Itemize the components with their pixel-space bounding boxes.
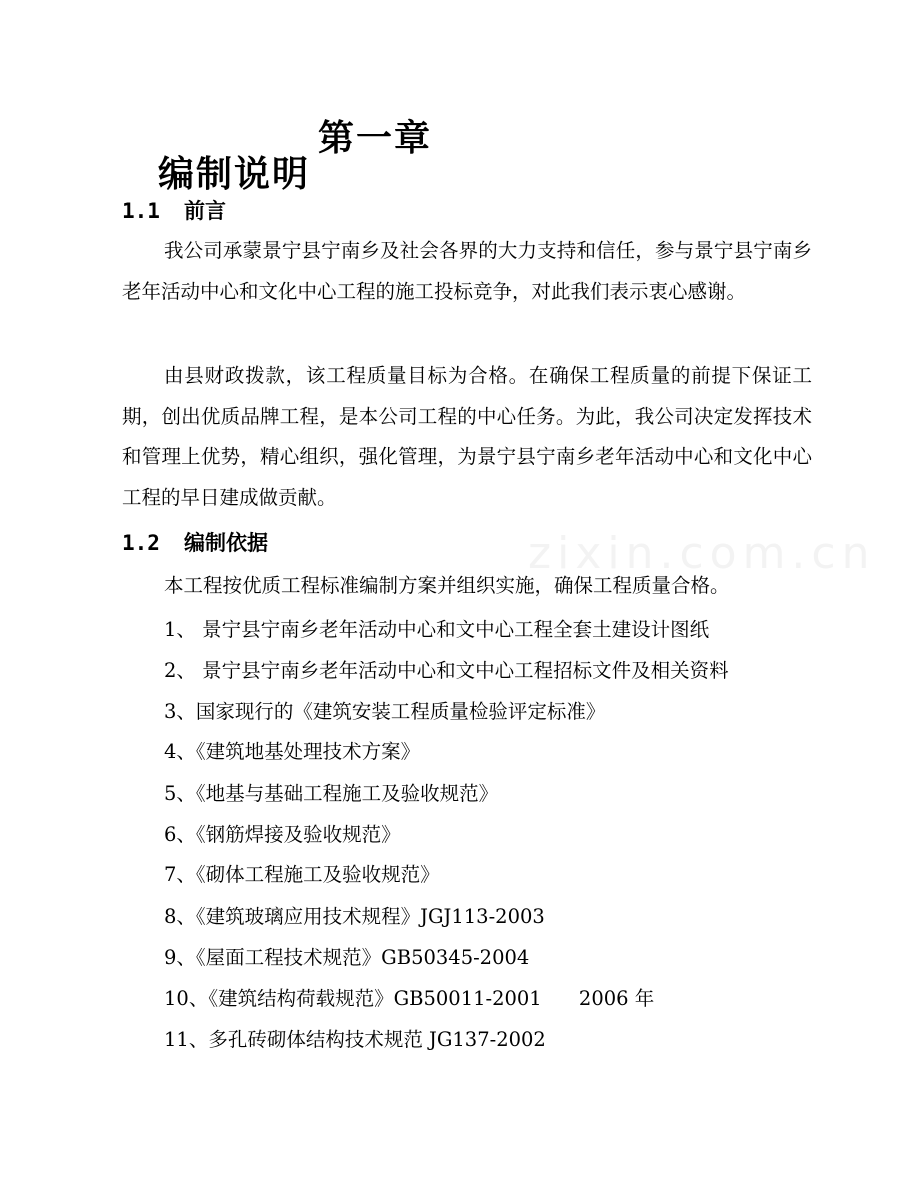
heading-1-2-title: 编制依据 xyxy=(184,530,268,555)
list-item: 10、《建筑结构荷载规范》GB50011-2001 2006 年 xyxy=(164,987,655,1010)
paragraph-preface-2: 由县财政拨款，该工程质量目标为合格。在确保工程质量的前提下保证工期，创出优质品牌工程，是本公司工程的中心任务。为此，我公司决定发挥技术和管理上优势，精心组织，强化管理，为景宁县宁南乡老年活动中心和文化中心工程的早日建成做贡献。 xyxy=(122,364,812,509)
heading-1-1-title: 前言 xyxy=(184,198,226,223)
list-item: 5、《地基与基础工程施工及验收规范》 xyxy=(164,782,499,805)
paragraph-preface-1: 我公司承蒙景宁县宁南乡及社会各界的大力支持和信任，参与景宁县宁南乡老年活动中心和文化中心工程的施工投标竞争，对此我们表示衷心感谢。 xyxy=(122,239,812,303)
list-item: 2、 景宁县宁南乡老年活动中心和文中心工程招标文件及相关资料 xyxy=(164,659,729,682)
basis-intro: 本工程按优质工程标准编制方案并组织实施，确保工程质量合格。 xyxy=(164,574,730,597)
list-item: 3、国家现行的《建筑安装工程质量检验评定标准》 xyxy=(164,700,606,723)
chapter-title: 第一章 xyxy=(318,117,433,159)
list-item: 11、多孔砖砌体结构技术规范 JG137-2002 xyxy=(164,1028,546,1051)
heading-1-1-number: 1.1 xyxy=(122,199,160,223)
section-title: 编制说明 xyxy=(158,153,311,195)
heading-1-2-number: 1.2 xyxy=(122,531,160,555)
list-item: 9、《屋面工程技术规范》GB50345-2004 xyxy=(164,946,530,969)
list-item: 1、 景宁县宁南乡老年活动中心和文中心工程全套土建设计图纸 xyxy=(164,618,710,641)
list-item: 7、《砌体工程施工及验收规范》 xyxy=(164,863,440,886)
list-item: 8、《建筑玻璃应用技术规程》JGJ113-2003 xyxy=(164,905,545,928)
heading-1-2 xyxy=(122,527,268,557)
watermark: zixin.com.cn xyxy=(528,528,876,579)
list-item: 6、《钢筋焊接及验收规范》 xyxy=(164,823,401,846)
heading-1-1 xyxy=(122,195,226,225)
list-item: 4、《建筑地基处理技术方案》 xyxy=(164,740,421,763)
